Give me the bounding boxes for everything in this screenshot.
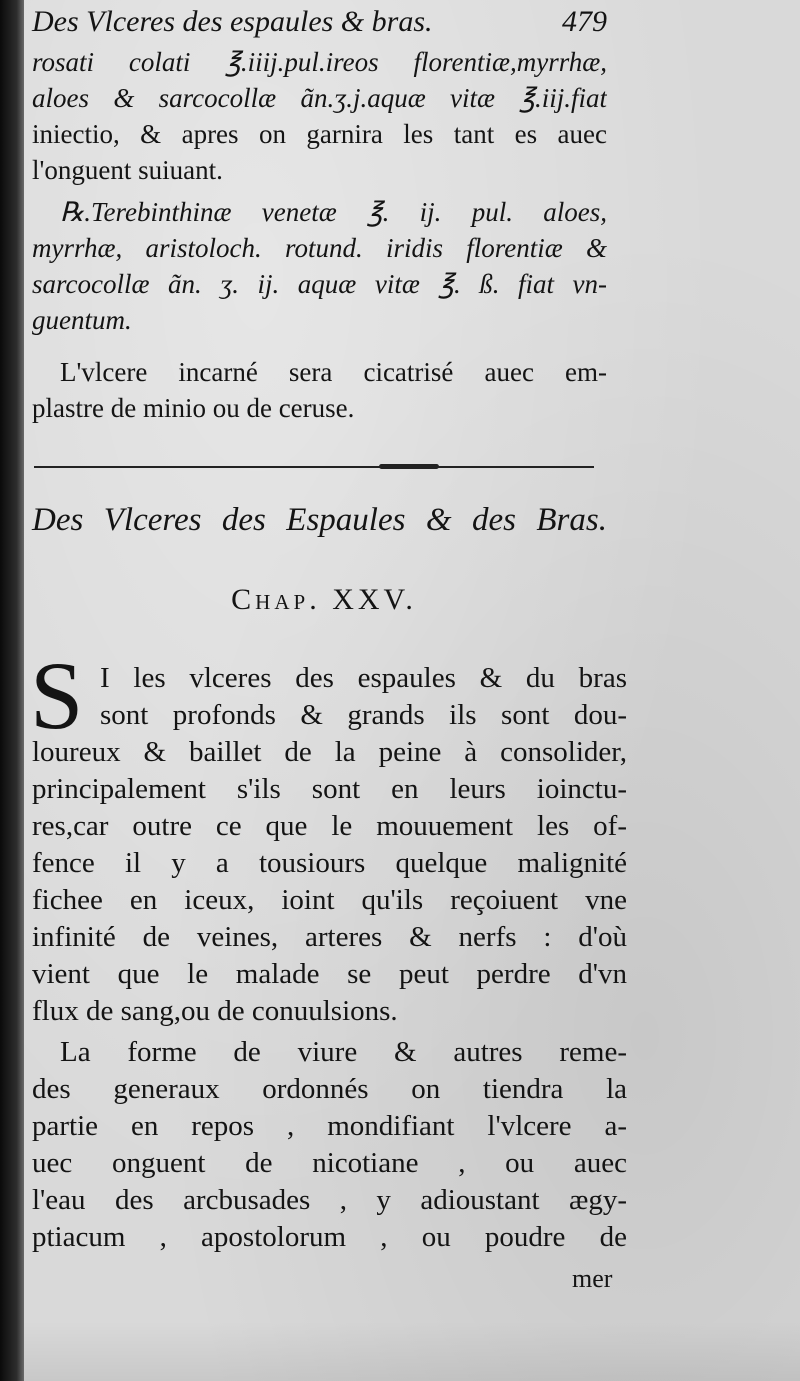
recipe-continuation bbox=[32, 44, 607, 188]
book-page bbox=[24, 0, 800, 1381]
section-divider bbox=[34, 466, 594, 468]
catchword: mer bbox=[572, 1264, 613, 1293]
text-line: partie en repos , mondifiant l'vlcere a- bbox=[32, 1110, 627, 1142]
closing-instructions bbox=[32, 354, 607, 426]
text-line: aloes & sarcocollæ ãn.ʒ.j.aquæ vitæ ℥.iij.fiat bbox=[32, 83, 607, 113]
drop-cap: S bbox=[30, 642, 84, 749]
text-line: flux de sang,ou de conuulsions. bbox=[32, 995, 398, 1027]
text-line: iniectio, & apres on garnira les tant es auec bbox=[32, 119, 607, 149]
page-shading bbox=[24, 1321, 800, 1381]
text-line: infinité de veines, arteres & nerfs : d'où bbox=[32, 921, 627, 953]
chapter-label: Chap. XXV. bbox=[231, 583, 417, 616]
text-line: La forme de viure & autres reme- bbox=[60, 1036, 627, 1068]
text-line: ℞.Terebinthinæ venetæ ℥. ij. pul. aloes, bbox=[60, 197, 607, 227]
page-number: 479 bbox=[562, 5, 607, 38]
text-line: guentum. bbox=[32, 305, 132, 335]
text-line: des generaux ordonnés on tiendra la bbox=[32, 1073, 627, 1105]
text-line: L'vlcere incarné sera cicatrisé auec em- bbox=[60, 357, 607, 387]
text-line: I les vlceres des espaules & du bras bbox=[100, 662, 627, 694]
text-line: plastre de minio ou de ceruse. bbox=[32, 393, 355, 423]
running-title: Des Vlceres des espaules & bras. bbox=[32, 5, 433, 38]
text-line: sont profonds & grands ils sont dou- bbox=[100, 699, 627, 731]
text-line: ptiacum , apostolorum , ou poudre de bbox=[32, 1221, 627, 1253]
book-gutter-edge bbox=[0, 0, 24, 1381]
text-line: l'onguent suiuant. bbox=[32, 155, 223, 185]
text-line: l'eau des arcbusades , y adioustant ægy- bbox=[32, 1184, 627, 1216]
text-line: principalement s'ils sont en leurs ioinctu- bbox=[32, 773, 627, 805]
paragraph-1 bbox=[32, 660, 627, 1030]
paragraph-2 bbox=[32, 1034, 627, 1256]
text-line: vient que le malade se peut perdre d'vn bbox=[32, 958, 627, 990]
divider-ornament bbox=[379, 464, 439, 469]
text-line: res,car outre ce que le mouuement les of- bbox=[32, 810, 627, 842]
ointment-recipe bbox=[32, 194, 607, 338]
running-header bbox=[32, 2, 607, 42]
text-line: rosati colati ℥.iiij.pul.ireos florentiæ,myrrhæ, bbox=[32, 47, 607, 77]
text-line: fichee en iceux, ioint qu'ils reçoiuent vne bbox=[32, 884, 627, 916]
text-line: uec onguent de nicotiane , ou auec bbox=[32, 1147, 627, 1179]
text-line: sarcocollæ ãn. ʒ. ij. aquæ vitæ ℥. ß. fiat vn- bbox=[32, 269, 607, 299]
section-heading: Des Vlceres des Espaules & des Bras. bbox=[32, 502, 607, 538]
text-line: loureux & baillet de la peine à consolider, bbox=[32, 736, 627, 768]
text-line: myrrhæ, aristoloch. rotund. iridis florentiæ & bbox=[32, 233, 607, 263]
text-line: fence il y a tousiours quelque malignité bbox=[32, 847, 627, 879]
